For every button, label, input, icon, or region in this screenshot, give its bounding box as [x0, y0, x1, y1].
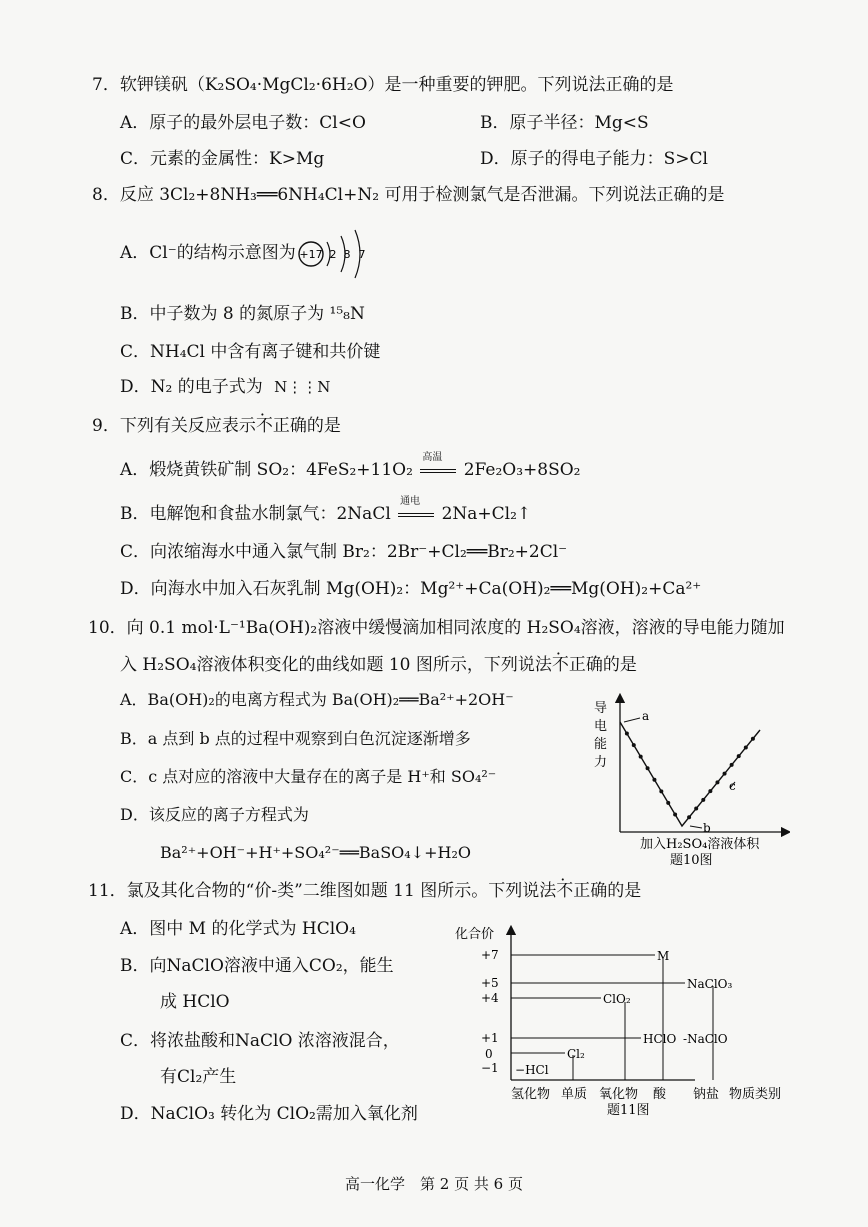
fig11-caption: 题11图 [607, 1103, 650, 1118]
fig10-curve-dot [659, 789, 663, 793]
q9-a-condition: 高温 [422, 452, 443, 463]
q10-stem-post: 正确的是 [568, 655, 637, 675]
fig11-category-acid: 酸 [653, 1087, 667, 1102]
fig11-ytick-neg1: −1 [481, 1061, 499, 1075]
q11-option-a: A．图中 M 的化学式为 HClO₄ [120, 919, 356, 939]
q8-option-b: B．中子数为 8 的氮原子为 ¹⁵₈N [120, 304, 365, 324]
q8-option-a: A．Cl⁻的结构示意图为 [120, 243, 296, 263]
q11-option-c-line1: C．将浓盐酸和NaClO 浓溶液混合， [120, 1031, 400, 1051]
q7-stem: 7．软钾镁矾（K₂SO₄·MgCl₂·6H₂O）是一种重要的钾肥。下列说法正确的是 [92, 75, 674, 95]
fig11-xlabel: 物质类别 [729, 1087, 782, 1102]
fig10-conductivity-chart [590, 682, 790, 868]
fig10-curve-dot [687, 815, 691, 819]
shell-1-count: 2 [329, 248, 337, 261]
q9-a-arrow [418, 452, 458, 481]
q9-b-left: B．电解饱和食盐水制氯气：2NaCl [120, 504, 391, 524]
fig10-curve-dot [708, 789, 712, 793]
q9-stem-emphasis: 不 [255, 416, 273, 436]
fig10-curve-dot [639, 755, 643, 759]
fig10-curve-dot [632, 743, 636, 747]
q8-option-d [120, 376, 330, 398]
q9-stem-pre: 9．下列有关反应表示 [92, 416, 256, 436]
fig11-category-sodium-salt: 钠盐 [693, 1087, 720, 1102]
fig11-label-naclo3: NaClO₃ [687, 977, 733, 991]
fig10-curve-dot [701, 798, 705, 802]
fig10-data-dots [625, 732, 755, 820]
fig11-label-m: M [657, 949, 670, 963]
fig10-curve-dot [723, 772, 727, 776]
fig10-caption: 题10图 [670, 853, 713, 868]
fig11-label-hclo: HClO [643, 1032, 677, 1046]
fig10-curve-dot [694, 807, 698, 811]
fig10-point-b: b [703, 821, 711, 835]
q11-option-d: D．NaClO₃ 转化为 ClO₂需加入氧化剂 [120, 1104, 418, 1124]
nucleus-charge: +17 [299, 248, 323, 261]
fig11-ytick-7: +7 [481, 948, 499, 962]
q9-b-right: 2Na+Cl₂↑ [441, 504, 532, 524]
fig11-label-hcl: −HCl [515, 1063, 549, 1077]
q9-stem [92, 415, 341, 437]
fig11-category-oxide: 氧化物 [599, 1087, 639, 1102]
n2-electron-formula: N⋮⋮N [274, 378, 331, 396]
fig11-label-cl2: Cl₂ [567, 1047, 585, 1061]
fig10-ylabel-2: 电 [594, 719, 608, 734]
fig11-valence-class-chart [455, 922, 790, 1118]
q10-option-b: B．a 点到 b 点的过程中观察到白色沉淀逐渐增多 [120, 729, 471, 748]
fig10-curve-dot [646, 766, 650, 770]
fig10-curve-dot [751, 737, 755, 741]
q10-option-d-equation: Ba²⁺+OH⁻+H⁺+SO₄²⁻══BaSO₄↓+H₂O [160, 843, 471, 862]
fig11-ylabel: 化合价 [455, 927, 495, 942]
fig10-ylabel-4: 力 [594, 755, 608, 770]
fig10-xlabel: 加入H₂SO₄溶液体积 [640, 837, 760, 852]
q9-option-b [120, 496, 532, 525]
q11-stem-pre: 11．氯及其化合物的“价-类”二维图如题 11 图所示。下列说法 [88, 881, 557, 901]
fig11-ytick-4: +4 [481, 991, 499, 1005]
q9-option-d: D．向海水中加入石灰乳制 Mg(OH)₂：Mg²⁺+Ca(OH)₂══Mg(OH)₂+Ca²⁺ [120, 579, 702, 599]
fig11-ytick-0: 0 [485, 1047, 493, 1061]
fig11-category-element: 单质 [561, 1087, 588, 1102]
q10-stem-emphasis: 不 [551, 655, 569, 675]
q10-stem-line1: 10．向 0.1 mol·L⁻¹Ba(OH)₂溶液中缓慢滴加相同浓度的 H₂SO₄溶液，溶液的导电能力随加 [88, 618, 785, 638]
q11-stem [88, 880, 641, 902]
q8-option-c: C．NH₄Cl 中含有离子键和共价键 [120, 342, 381, 362]
q11-option-b-line2: 成 HClO [160, 992, 230, 1012]
q9-b-condition: 通电 [400, 496, 421, 507]
fig10-curve [620, 722, 760, 826]
shell-3-count: 7 [358, 248, 366, 261]
page-footer: 高一化学 第 2 页 共 6 页 [345, 1175, 523, 1193]
fig11-category-hydride: 氢化物 [511, 1087, 551, 1102]
fig10-point-c: c [729, 779, 736, 793]
fig10-ylabel-1: 导 [594, 701, 608, 716]
q9-option-c: C．向浓缩海水中通入氯气制 Br₂：2Br⁻+Cl₂══Br₂+2Cl⁻ [120, 542, 568, 562]
q7-option-a: A．原子的最外层电子数：Cl<O [120, 113, 366, 133]
fig10-curve-dot [730, 763, 734, 767]
shell-2-count: 8 [343, 248, 351, 261]
fig10-curve-dot [666, 801, 670, 805]
cl-ion-structure-diagram [297, 220, 377, 288]
q9-stem-post: 正确的是 [272, 416, 341, 436]
q10-stem-line2 [120, 654, 637, 676]
q7-option-c: C．元素的金属性：K>Mg [120, 149, 325, 169]
q9-option-a [120, 452, 581, 481]
fig11-label-clo2: ClO₂ [603, 992, 631, 1006]
fig11-label-naclo: -NaClO [683, 1032, 728, 1046]
fig10-curve-dot [673, 812, 677, 816]
q7-option-d: D．原子的得电子能力：S>Cl [480, 149, 708, 169]
q11-option-b-line1: B．向NaClO溶液中通入CO₂，能生 [120, 956, 394, 976]
q9-a-right: 2Fe₂O₃+8SO₂ [463, 460, 581, 480]
q9-a-left: A．煅烧黄铁矿制 SO₂：4FeS₂+11O₂ [120, 460, 413, 480]
q9-b-arrow [396, 496, 436, 525]
q8-stem: 8．反应 3Cl₂+8NH₃══6NH₄Cl+N₂ 可用于检测氯气是否泄漏。下列说法正确的是 [92, 185, 725, 205]
fig10-curve-dot [625, 732, 629, 736]
fig10-curve-dot [652, 778, 656, 782]
fig10-curve-dot [744, 745, 748, 749]
fig11-ytick-1: +1 [481, 1031, 499, 1045]
fig10-curve-dot [737, 754, 741, 758]
q8-option-d-text: D．N₂ 的电子式为 [120, 377, 263, 397]
q11-stem-emphasis: 不 [556, 881, 574, 901]
q10-option-c: C．c 点对应的溶液中大量存在的离子是 H⁺和 SO₄²⁻ [120, 767, 497, 786]
q11-option-c-line2: 有Cl₂产生 [160, 1067, 237, 1087]
fig11-ytick-5: +5 [481, 976, 499, 990]
fig10-ylabel-3: 能 [594, 737, 608, 752]
fig10-point-a: a [642, 709, 650, 723]
q10-stem-pre: 入 H₂SO₄溶液体积变化的曲线如题 10 图所示，下列说法 [120, 655, 552, 675]
q7-option-b: B．原子半径：Mg<S [480, 113, 649, 133]
q10-option-d: D．该反应的离子方程式为 [120, 805, 309, 824]
q11-stem-post: 正确的是 [573, 881, 642, 901]
q10-option-a: A．Ba(OH)₂的电离方程式为 Ba(OH)₂══Ba²⁺+2OH⁻ [120, 690, 514, 709]
fig10-curve-dot [715, 780, 719, 784]
